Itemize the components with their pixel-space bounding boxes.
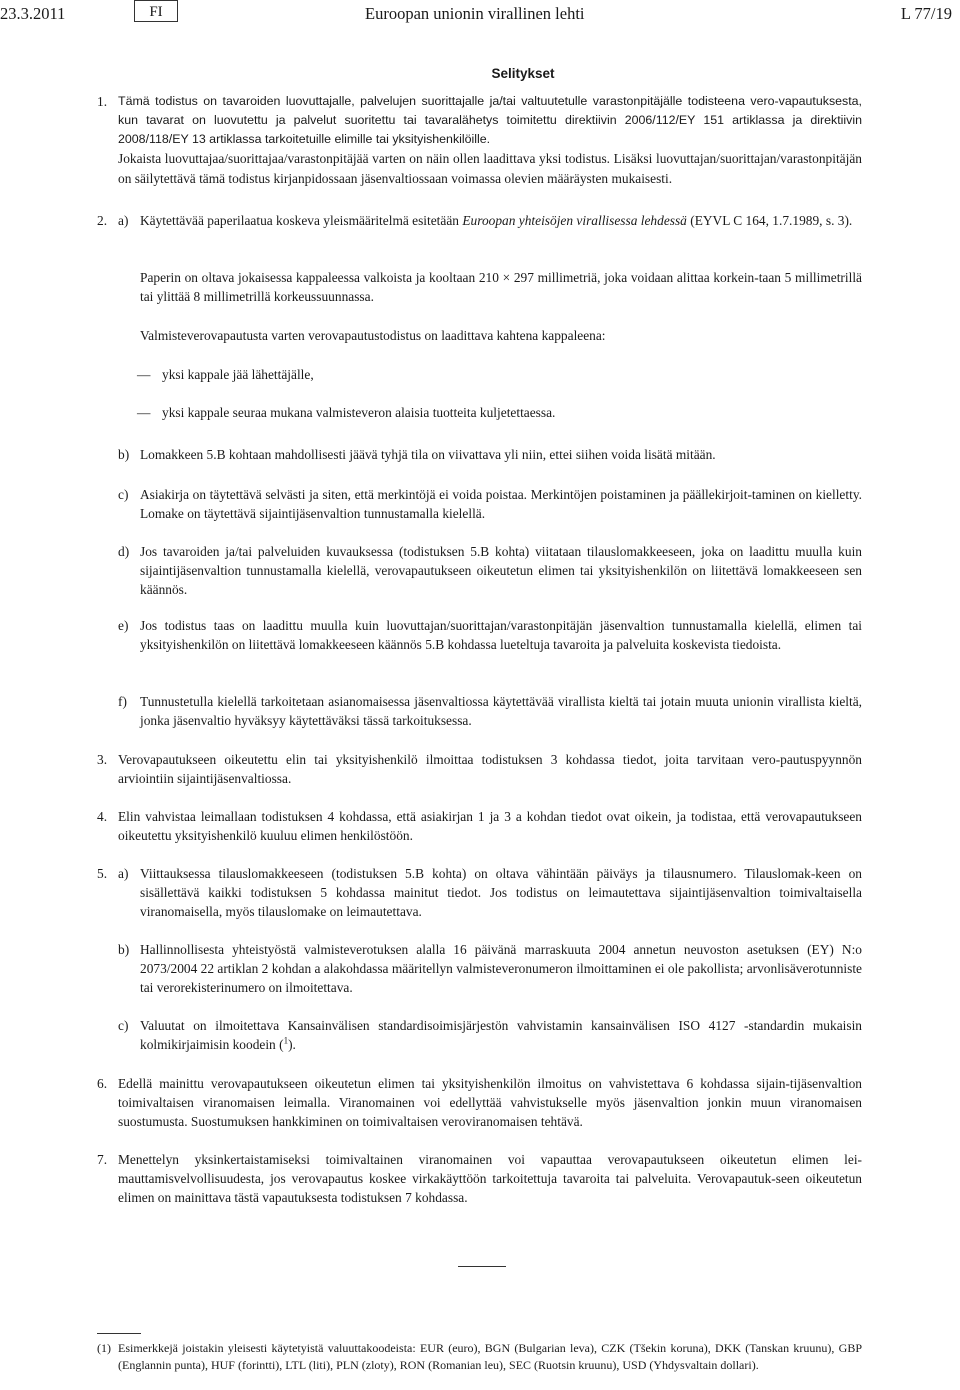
dash-2-mark: — (137, 405, 151, 420)
item-2d-label: d) (118, 544, 130, 559)
item-5a-text: Viittauksessa tilauslomakkeeseen (todistuksen 5.B kohta) on oltava vähintään päiväys ja tilausnumero. Tilauslomak-keen on sisällettävä kaikki todistuksen 5 kohdassa mainitut tiedot. Jos todistus on leimautettava sijaintijäsenvaltion toimivaltaisella viranomaisella, myös tilauslomake on leimautettava. (140, 866, 862, 919)
language-code-box: FI (134, 0, 178, 22)
journal-title: Euroopan unionin virallinen lehti (365, 4, 585, 23)
page-number: L 77/19 (900, 4, 952, 23)
dash-1-mark: — (137, 367, 151, 382)
item-2e-label: e) (118, 618, 129, 633)
dash-1-text: yksi kappale jää lähettäjälle, (162, 367, 314, 382)
item-1-paragraph-1: Tämä todistus on tavaroiden luovuttajalle, palvelujen suorittajalle ja/tai valtuutetulle varastonpitäjälle todisteena vero-vapautuksesta, kun tavarat on luovutettu ja palvelut suoritettu tai tavaralähetys toimitettu direktiivin 2006/112/EY 151 artiklassa ja direktiivin 2008/118/EY 13 artiklassa tarkoitetuille elimille tai yksityishenkilöille. (118, 94, 862, 146)
footnote-mark: (1) (97, 1341, 111, 1355)
footnote-text: Esimerkkejä joistakin yleisesti käytetyistä valuuttakoodeista: EUR (euro), BGN (Bulgarian leva), CZK (Tšekin koruna), DKK (Tanskan kruunu), GBP (Englannin punta), HUF (forintti), LTL (liti), PLN (zloty), RON (Romanian leu), SEC (Ruotsin kruunu), USD (Yhdysvaltain dollari). (118, 1341, 862, 1372)
item-6-text: Edellä mainittu verovapautukseen oikeutetun elimen tai yksityishenkilön ilmoitus on vahvistettava 6 kohdassa sijain-tijäsenvaltion toimivaltaisen viranomaisen leimalla. Viranomainen voi edellyttää vahvistukselle myös jäsenvaltion jonkin muun viranomaisen suostumusta. Suostumuksen hankkiminen on toimivaltaisen veroviranomaisen tehtävä. (118, 1076, 862, 1129)
item-5c-text: Valuutat on ilmoitettava Kansainvälisen standardisoimisjärjestön vahvistamin kansainvälisen ISO 4127 -standardin mukaisin kolmikirjaimisin koodein ( (140, 1018, 862, 1052)
item-5c-paragraph (140, 1016, 862, 1054)
item-5c-label: c) (118, 1018, 129, 1033)
item-2a-journal-ref: Euroopan yhteisöjen virallisessa lehdessä (462, 213, 687, 228)
item-1-paragraph-2 (118, 149, 862, 188)
item-4-number: 4. (97, 809, 108, 824)
item-6-number: 6. (97, 1076, 108, 1091)
footnote-reference[interactable]: 1 (283, 1035, 289, 1046)
header-date: 23.3.2011 (0, 4, 66, 23)
item-2b-label: b) (118, 447, 130, 462)
item-1-number: 1. (97, 94, 108, 109)
item-5a-label: a) (118, 866, 129, 881)
item-5-number: 5. (97, 866, 108, 881)
item-2a-paragraph (140, 211, 862, 230)
item-2-number: 2. (97, 213, 108, 228)
end-separator (458, 1266, 506, 1267)
item-5b-text: Hallinnollisesta yhteistyöstä valmisteverotuksen alalla 16 päivänä marraskuuta 2004 annetun neuvoston asetuksen (EY) N:o 2073/2004 22 artiklan 2 kohdan a alakohdassa määritellyn valmisteveronumeron ilmoittaminen ei ole pakollista; arvonlisäverotunniste tai verorekisterinumero on ilmoitettava. (140, 942, 862, 995)
item-2e-text: Jos todistus taas on laadittu muulla kuin luovuttajan/suorittajan/varastonpitäjän jäsenvaltion tunnustamalla kielellä, elimen tai yksityishenkilön on liitettävä lomakkeeseen käännös 5.B kohdassa lueteltuja tavaroita ja palveluita koskevista tiedoista. (140, 618, 862, 652)
item-2b-text: Lomakkeen 5.B kohtaan mahdollisesti jäävä tyhjä tila on viivattava yli niin, ettei siihen voida lisätä mitään. (140, 447, 716, 462)
item-2f-label: f) (118, 694, 127, 709)
item-2a-label: a) (118, 213, 129, 228)
item-2c-text: Asiakirja on täytettävä selvästi ja siten, että merkintöjä ei voida poistaa. Merkintöjen poistaminen ja päällekirjoit-taminen on kielletty. Lomake on täytettävä sijaintijäsenvaltion tunnustamalla kielellä. (140, 487, 862, 521)
item-2d-text: Jos tavaroiden ja/tai palveluiden kuvauksessa (todistuksen 5.B kohta) viitataan tilauslomakkeeseen, joka on laadittu muulla kuin sijaintijäsenvaltion tunnustamalla kielellä, verovapautukseen oikeutetun elimen tai yksityishenkilön on liitettävä lomakkeeseen sen käännös. (140, 544, 862, 597)
item-5b-label: b) (118, 942, 130, 957)
item-2f-text: Tunnustetulla kielellä tarkoitetaan asianomaisessa jäsenvaltiossa käytettävää virallista kieltä tai jotain muuta unionin virallista kieltä, jonka jäsenvaltio hyväksyy käytettäväksi tässä tarkoituksessa. (140, 694, 862, 728)
item-7-text: Menettelyn yksinkertaistamiseksi toimivaltainen viranomainen voi vapauttaa verovapautukseen oikeutetun elimen lei-mauttamisvelvollisuudesta, jos verovapautus koskee virkakäyttöön tarkoitettuja tavaroita tai palveluita. Verovapautuk-seen oikeutetun elimen on mainittava tästä vapautuksesta todistuksen 7 kohdassa. (118, 1152, 862, 1205)
section-heading: Selitykset (491, 66, 555, 81)
footnote-rule (97, 1333, 141, 1334)
item-2a-post: (EYVL C 164, 1.7.1989, s. 3). (690, 213, 853, 228)
item-3-number: 3. (97, 752, 108, 767)
item-2a-paper-size: Paperin on oltava jokaisessa kappaleessa valkoista ja kooltaan 210 × 297 millimetriä, joka voidaan alittaa korkein-taan 5 millimetrillä tai ylittää 8 millimetrillä korkeussuunnassa. (140, 270, 862, 304)
item-7-number: 7. (97, 1152, 108, 1167)
page-header (0, 0, 960, 30)
dash-2-text: yksi kappale seuraa mukana valmisteveron alaisia tuotteita kuljetettaessa. (162, 405, 556, 420)
item-2c-label: c) (118, 487, 129, 502)
item-3-text: Verovapautukseen oikeutettu elin tai yksityishenkilö ilmoittaa todistuksen 3 kohdassa tiedot, joita tarvitaan vero-pautuspyynnön arviointiin sijaintijäsenvaltiossa. (118, 752, 862, 786)
item-2a-pre: Käytettävää paperilaatua koskeva yleismääritelmä esitetään (140, 213, 459, 228)
item-4-text: Elin vahvistaa leimallaan todistuksen 4 kohdassa, että asiakirjan 1 ja 3 a kohdan tiedot ovat oikein, ja todistaa, että verovapautukseen oikeutettu yksityishenkilö kuuluu elimen henkilöstöön. (118, 809, 862, 843)
item-5c-end: ). (288, 1037, 296, 1052)
item-1-p2-text: Jokaista luovuttajaa/suorittajaa/varastonpitäjää varten on näin ollen laadittava yksi todistus. Lisäksi luovuttajan/suorittajan/varastonpitäjän on säilytettävä tämä todistus kirjanpidossaan jäsenvaltiossaan voimassa olevien määräysten mukaisesti. (118, 151, 862, 186)
item-2a-copies: Valmisteverovapautusta varten verovapautustodistus on laadittava kahtena kappaleena: (140, 328, 606, 343)
